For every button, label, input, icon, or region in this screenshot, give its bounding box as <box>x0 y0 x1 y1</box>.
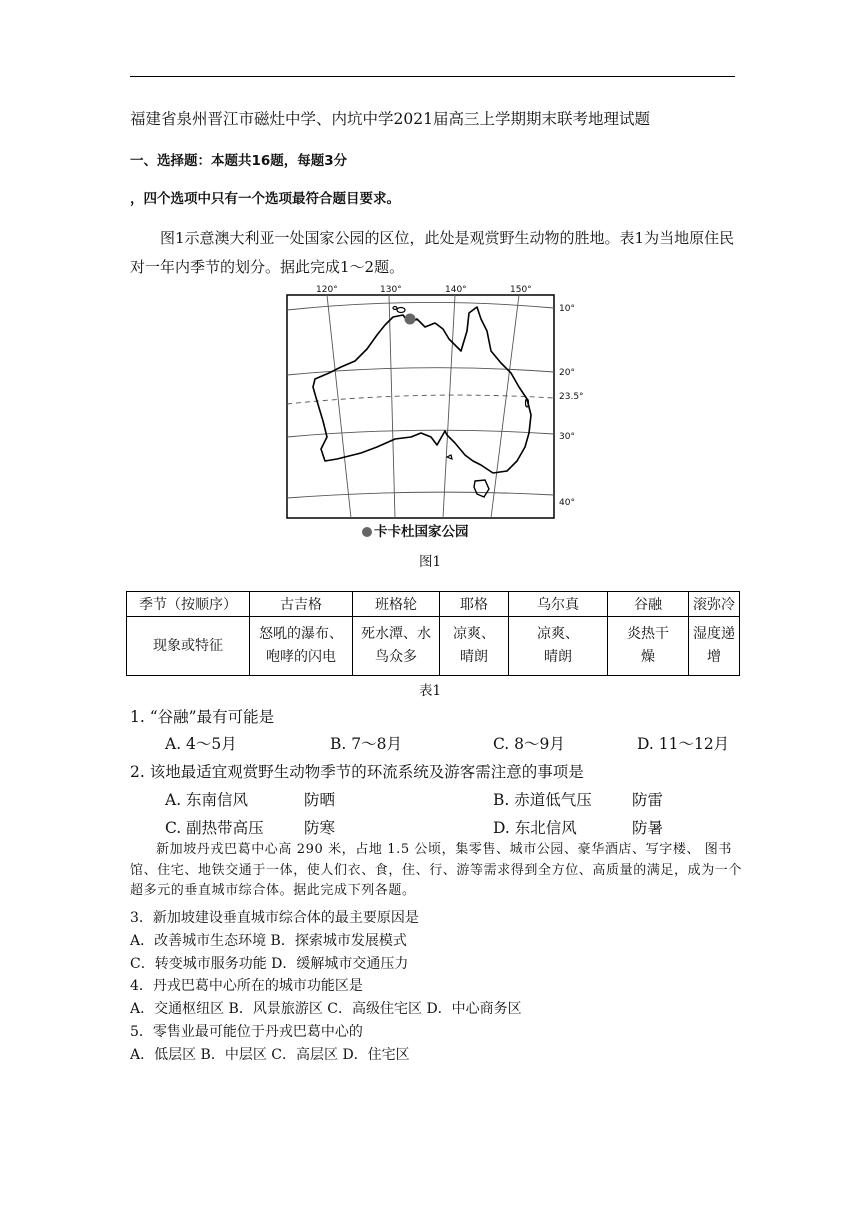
season-table <box>126 591 740 676</box>
lon-label: 130° <box>380 285 402 295</box>
q5-options-row[interactable]: A．低层区 B．中层区 C．高层区 D．住宅区 <box>130 1047 410 1063</box>
cell-line: 燥 <box>641 649 655 665</box>
cell-line: 增 <box>707 649 721 665</box>
instruction-text: ，四个选项中只有一个选项最符合题目要求。 <box>130 191 400 207</box>
header-rule <box>130 76 735 77</box>
q3-options-row[interactable]: C．转变城市服务功能 D．缓解城市交通压力 <box>130 956 409 972</box>
cell-line: 晴朗 <box>544 649 572 665</box>
table-header-cell: 季节（按顺序） <box>127 592 250 617</box>
table-header-cell: 古吉格 <box>250 592 353 617</box>
cell-line: 凉爽、 <box>453 626 495 642</box>
intro-paragraph: 图1示意澳大利亚一处国家公园的区位，此处是观赏野生动物的胜地。表1为当地原住民对一年内季节的划分。据此完成1～2题。 <box>130 229 735 276</box>
legend-dot-icon <box>362 527 372 537</box>
lon-label: 120° <box>316 285 338 295</box>
q1-option-b[interactable]: B. 7～8月 <box>330 735 402 753</box>
table-cell <box>509 617 608 676</box>
exam-title: 福建省泉州晋江市磁灶中学、内坑中学2021届高三上学期期末联考地理试题 <box>130 110 650 128</box>
q2-option-d-note: 防暑 <box>632 819 664 837</box>
q2-option-c-note: 防寒 <box>304 819 336 837</box>
table-cell <box>440 617 509 676</box>
lat-label: 23.5° <box>559 392 584 402</box>
question-1-stem: 1. “谷融”最有可能是 <box>130 708 275 726</box>
cell-line: 凉爽、 <box>537 626 579 642</box>
table-row <box>127 617 740 676</box>
table-cell <box>608 617 689 676</box>
legend-label: 卡卡杜国家公园 <box>374 524 469 540</box>
q2-option-a-note: 防晒 <box>304 791 336 809</box>
table-caption: 表1 <box>418 683 442 699</box>
question-5-stem: 5．零售业最可能位于丹戎巴葛中心的 <box>130 1024 363 1040</box>
q1-option-c[interactable]: C. 8～9月 <box>493 735 565 753</box>
kakadu-marker <box>405 314 416 325</box>
table-header-cell: 耶格 <box>440 592 509 617</box>
cell-line: 湿度递 <box>693 626 735 642</box>
question-2-stem: 2. 该地最适宜观赏野生动物季节的环流系统及游客需注意的事项是 <box>130 763 584 781</box>
table-header-cell: 谷融 <box>608 592 689 617</box>
q2-option-b-note: 防雷 <box>632 791 664 809</box>
lat-label: 10° <box>559 304 575 314</box>
lat-label: 40° <box>559 498 575 508</box>
table-cell <box>250 617 353 676</box>
question-4-stem: 4．丹戎巴葛中心所在的城市功能区是 <box>130 978 363 994</box>
row-label-cell: 现象或特征 <box>127 617 250 676</box>
cell-line: 咆哮的闪电 <box>266 649 336 665</box>
australia-map <box>285 283 585 523</box>
q1-option-d[interactable]: D. 11～12月 <box>637 735 730 753</box>
lat-label: 30° <box>559 432 575 442</box>
question-3-stem: 3．新加坡建设垂直城市综合体的最主要原因是 <box>130 910 419 926</box>
lat-label: 20° <box>559 368 575 378</box>
q2-option-c[interactable]: C. 副热带高压 <box>165 819 264 837</box>
q2-option-b[interactable]: B. 赤道低气压 <box>493 791 592 809</box>
table-cell <box>689 617 740 676</box>
table-header-cell: 滚弥冷 <box>689 592 740 617</box>
passage-text: 新加坡丹戎巴葛中心高 290 米，占地 1.5 公顷，集零售、城市公园、豪华酒店、写字楼、 图书馆、住宅、地铁交通于一体，使人们衣、食，住、行、游等需求得到全方位、高质量的满足，成为一个超多元的垂直城市综合体。据此完成下列各题。 <box>130 842 743 898</box>
map-legend <box>362 520 469 540</box>
q1-option-a[interactable]: A. 4～5月 <box>165 735 237 753</box>
figure-caption: 图1 <box>418 554 442 570</box>
q3-options-row[interactable]: A．改善城市生态环境 B．探索城市发展模式 <box>130 933 407 949</box>
lon-label: 150° <box>510 285 532 295</box>
q4-options-row[interactable]: A．交通枢纽区 B．风景旅游区 C．高级住宅区 D．中心商务区 <box>130 1001 522 1017</box>
cell-line: 死水潭、水 <box>361 626 431 642</box>
q2-option-d[interactable]: D. 东北信风 <box>493 819 577 837</box>
cell-line: 晴朗 <box>460 649 488 665</box>
cell-line: 怒吼的瀑布、 <box>259 626 343 642</box>
cell-line: 鸟众多 <box>375 649 417 665</box>
table-header-cell: 乌尔真 <box>509 592 608 617</box>
q2-option-a[interactable]: A. 东南信风 <box>165 791 249 809</box>
table-cell <box>353 617 440 676</box>
section-heading: 一、选择题：本题共16题，每题3分 <box>130 153 348 169</box>
lon-label: 140° <box>445 285 467 295</box>
table-header-cell: 班格轮 <box>353 592 440 617</box>
table-header-row <box>127 592 740 617</box>
cell-line: 炎热干 <box>627 626 669 642</box>
